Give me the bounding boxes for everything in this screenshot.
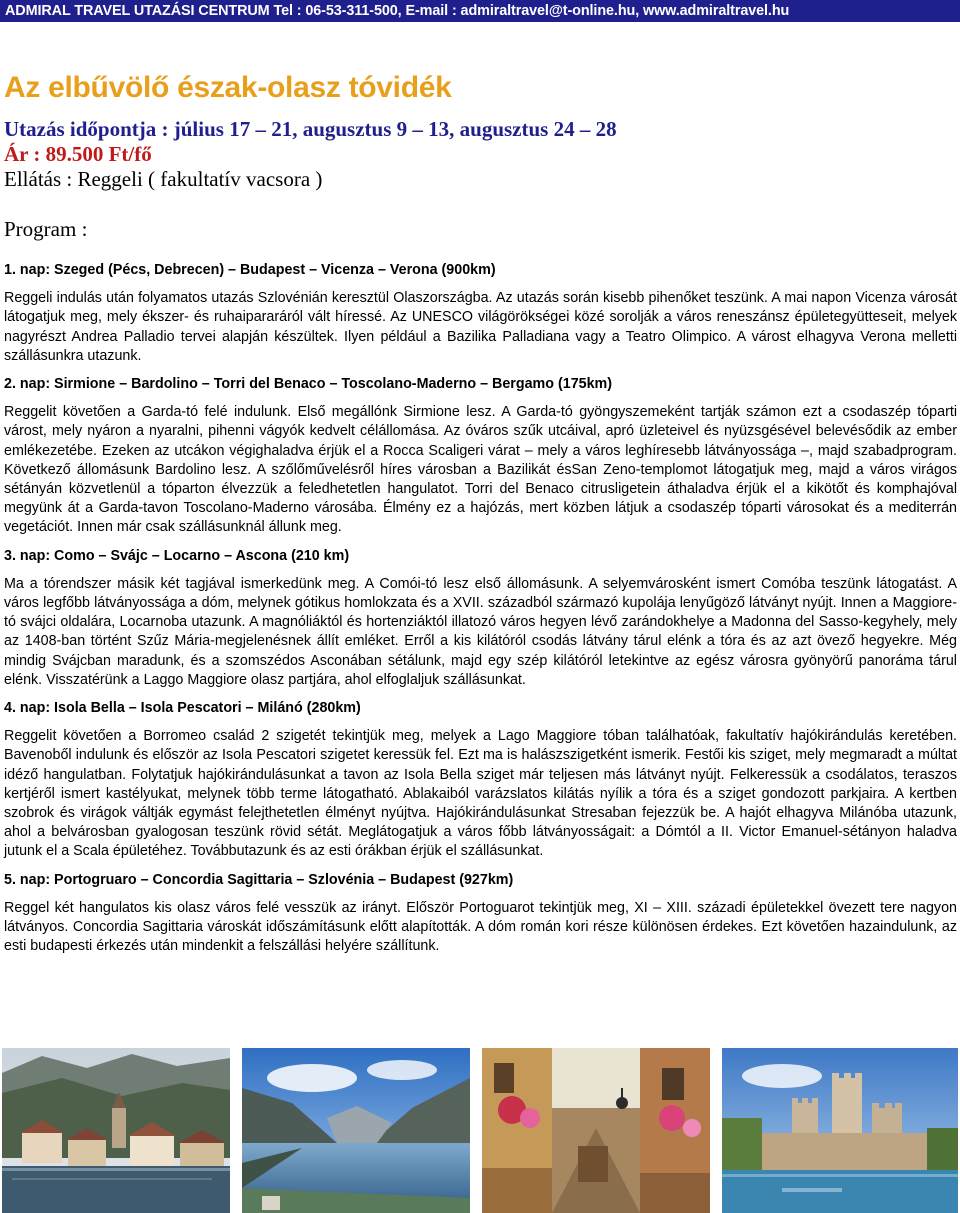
itinerary: [4, 261, 957, 966]
day-4-text: Reggelit követően a Borromeo család 2 szigetét tekintjük meg, melyek a Lago Maggiore tóban találhatóak, fakultatív hajókirándulás keretében. Bavenoből indulunk és először az Isola Pescatori szigetet keressük fel. Ezt ma is halászszigetként ismerik. Festői kis sziget, mely megmaradt a múltat idéző hangulatban. Folytatjuk hajókirándulásunkat a tavon az Isola Bella sziget már teljesen más látványt nyújt. Felkeressük a csodálatos, teraszos kertjéről ismert kastélyukat, melynek több terme látogatható. Ablakaiból varázslatos kilátás nyílik a tóra és a sziget gondozott parkjaira. A kertben szobrok és virágok váltják egymást felejthetetlen élményt nyújtva. Hajókirándulásunkat Stresaban fejezzük be. A hajót elhagyva Milánóba utazunk, ahol a belvárosban gyalogosan teszünk rövid sétát. Meglátogatjuk a város főbb látványosságait: a Dómtól a II. Victor Emanuel-sétányon haladva jutunk el a Scala épületéhez. Továbbutazunk és az esti órákban érjük el szállásunkat.: [4, 728, 957, 860]
day-3-title: 3. nap: Como – Svájc – Locarno – Ascona (210 km): [4, 547, 350, 564]
castle-photo: [722, 1048, 958, 1213]
day-4-title: 4. nap: Isola Bella – Isola Pescatori – Milánó (280km): [4, 700, 361, 717]
old-town-street-photo: [482, 1048, 710, 1213]
tour-price: Ár : 89.500 Ft/fő: [4, 142, 152, 166]
day-5-text: Reggel két hangulatos kis olasz város felé vesszük az irányt. Először Portoguarot tekintjük meg, XI – XIII. századi épületekkel övezett tere nagyon látványos. Concordia Sagittaria városkát időszámításunk előtt alapították. A dóm román kori része különösen érdekes. Ezt követően hazaindulunk, az esti budapesti érkezés után mindenkit a felszállási helyére szállítunk.: [4, 899, 957, 955]
agency-header-bar: ADMIRAL TRAVEL UTAZÁSI CENTRUM Tel : 06-53-311-500, E-mail : admiraltravel@t-online.hu, www.admiraltravel.hu: [0, 0, 960, 22]
lakeside-village-photo: [2, 1048, 230, 1213]
day-1-text: Reggeli indulás után folyamatos utazás Szlovénián keresztül Olaszországba. Az utazás során kisebb pihenőket teszünk. A mai napon Vicenza városát látogatjuk meg, mely ékszer- és ruhaipararáról vált híressé. Az UNESCO világörökségei közé sorolják a város reneszánsz épületegyütteseit, melyek nagyrészt Andrea Palladio tervei alapján készültek. Ilyen például a Bazilika Palladiana vagy a Teatro Olimpico. A várost elhagyva Verona melletti szállásunkra utazunk.: [4, 290, 957, 364]
day-1-title: 1. nap: Szeged (Pécs, Debrecen) – Budapest – Vicenza – Verona (900km): [4, 262, 496, 278]
mountain-lake-photo: [242, 1048, 470, 1213]
day-5-title: 5. nap: Portogruaro – Concordia Sagittaria – Szlovénia – Budapest (927km): [4, 871, 514, 888]
program-label: Program :: [4, 217, 88, 241]
travel-dates: Utazás időpontja : július 17 – 21, augusztus 9 – 13, augusztus 24 – 28: [4, 117, 617, 141]
day-2-title: 2. nap: Sirmione – Bardolino – Torri del Benaco – Toscolano-Maderno – Bergamo (175km): [4, 376, 613, 393]
tour-title: Az elbűvölő észak-olasz tóvidék: [4, 71, 452, 104]
day-2-text: Reggelit követően a Garda-tó felé indulunk. Első megállónk Sirmione lesz. A Garda-tó gyöngyszemeként tartják számon ezt a csodaszép tóparti várost, mely nyáron a nyaralni, pihenni vágyók kedvelt célállomása. Az óváros szűk utcáival, apró üzleteivel és nyüzsgésével belevésődik az ember emlékezetébe. Ezeken az utcákon végighaladva érjük el a Rocca Scaligeri várat – mely a város leghíresebb látványossága –, majd szabadprogram. Következő állomásunk Bardolino lesz. A szőlőművelésről híres városban a Bazilikát ésSan Zeno-templomot látogatjuk meg, majd a város virágos sétányán közvetlenül a tóparton élvezzük a feledhetetlen hangulatot. Torri del Benaco citrusligetein áthaladva érjük el a kikötőt és komphajóval megyünk át a Garda-tavon Toscolano-Maderno városába. Élmény ez a hajózás, mert közben látjuk a csodaszép tóparti városokat és a mediterrán vegetációt. Innen már csak szállásunknál állunk meg.: [4, 404, 957, 536]
day-3-text: Ma a tórendszer másik két tagjával ismerkedünk meg. A Comói-tó lesz első állomásunk. A selyemvárosként ismert Comóba teszünk látogatást. A város legfőbb látványossága a dóm, melynek gótikus homlokzata és a XVII. századból származó kupolája lenyűgöző látványt nyújt. Innen a Maggiore-tó svájci oldalára, Locarnoba utazunk. A magnóliáktól és hortenziáktól illatozó város hegyen lévő zarándokhelye a Madonna del Sasso-kegyhely, mely az 1408-ban történt Szűz Mária-megjelenésnek állít emléket. Erről a kis kilátóról csodás látvány tárul elénk a tóra és az azt övező hegyekre. Még mindig Svájcban maradunk, és a szomszédos Asconában sétálunk, majd egy szép kilátóról letekintve az egész városra gyönyörű panoráma tárul elénk. Visszatérünk a Laggo Maggiore olasz partjára, ahol elfoglaljuk szállásunkat.: [4, 575, 957, 688]
board-type: Ellátás : Reggeli ( fakultatív vacsora ): [4, 167, 323, 191]
photo-strip: [0, 1040, 960, 1213]
